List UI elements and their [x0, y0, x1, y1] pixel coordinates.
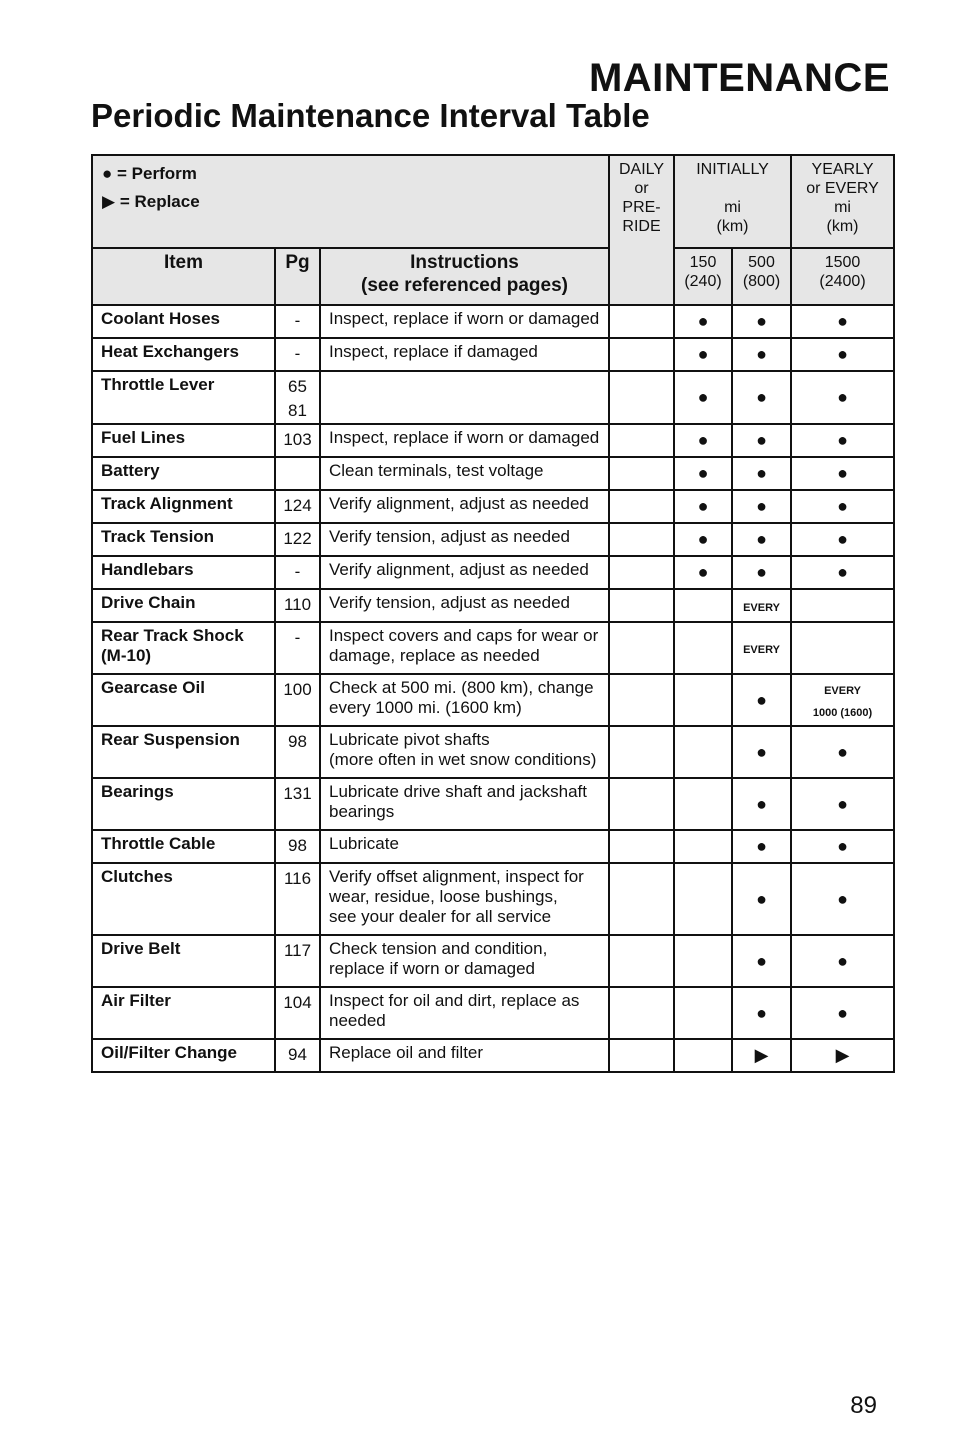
item-cell: Coolant Hoses — [92, 305, 275, 338]
interval-150-mark-cell — [674, 778, 732, 830]
interval-500-mark-cell — [732, 523, 791, 556]
interval-150-header: 150 (240) — [674, 248, 732, 305]
interval-500-mark-cell — [732, 556, 791, 589]
yearly-mark-cell — [791, 556, 894, 589]
daily-mark-cell — [609, 424, 674, 457]
perform-bullet-icon: ● — [697, 311, 709, 331]
instructions-cell: Replace oil and filter — [320, 1039, 609, 1072]
page-ref-cell: 100 — [275, 674, 320, 726]
instructions-cell: Lubricate pivot shafts (more often in wet snow conditions) — [320, 726, 609, 778]
daily-mark-cell — [609, 674, 674, 726]
daily-mark-cell — [609, 987, 674, 1039]
perform-bullet-icon: ● — [697, 344, 709, 364]
table-row — [92, 987, 894, 1039]
perform-bullet-icon: ● — [837, 344, 848, 364]
yearly-mark-cell — [791, 338, 894, 371]
perform-bullet-icon: ● — [756, 1002, 767, 1023]
perform-bullet-icon: ● — [756, 836, 767, 856]
interval-150-mark-cell — [674, 424, 732, 457]
page-ref-cell: 65 81 — [275, 371, 320, 424]
instructions-cell: Verify tension, adjust as needed — [320, 589, 609, 622]
perform-bullet-icon: ● — [697, 463, 709, 483]
yearly-mark-cell — [791, 778, 894, 830]
daily-mark-cell — [609, 457, 674, 490]
perform-bullet-icon: ● — [756, 562, 767, 582]
item-cell: Oil/Filter Change — [92, 1039, 275, 1072]
item-cell: Air Filter — [92, 987, 275, 1039]
perform-bullet-icon: ● — [697, 430, 709, 450]
table-row — [92, 674, 894, 726]
interval-500-mark-cell — [732, 1039, 791, 1072]
legend — [92, 155, 609, 248]
daily-mark-cell — [609, 726, 674, 778]
interval-150-mark-cell — [674, 338, 732, 371]
interval-150-mark-cell — [674, 305, 732, 338]
table-row — [92, 424, 894, 457]
interval-150-mark-cell — [674, 371, 732, 424]
table-row — [92, 1039, 894, 1072]
table-row — [92, 726, 894, 778]
perform-bullet-icon: ● — [756, 888, 767, 909]
interval-500-mark-cell — [732, 935, 791, 987]
item-cell: Heat Exchangers — [92, 338, 275, 371]
perform-bullet-icon: ● — [837, 741, 848, 762]
section-heading: MAINTENANCE — [588, 56, 890, 100]
item-cell: Battery — [92, 457, 275, 490]
table-row — [92, 371, 894, 424]
yearly-mark-cell — [791, 424, 894, 457]
interval-500-mark-cell — [732, 589, 791, 622]
yearly-mark-cell — [791, 987, 894, 1039]
daily-mark-cell — [609, 830, 674, 863]
initially-column-header: INITIALLY mi (km) — [674, 155, 791, 248]
yearly-column-header: YEARLY or EVERY mi (km) — [791, 155, 894, 248]
perform-bullet-icon: ● — [837, 430, 848, 450]
interval-500-mark-cell — [732, 424, 791, 457]
interval-150-mark-cell — [674, 863, 732, 935]
page-ref-cell: 98 — [275, 830, 320, 863]
interval-150-mark-cell — [674, 674, 732, 726]
perform-bullet-icon: ● — [756, 311, 767, 331]
perform-bullet-icon: ● — [837, 496, 848, 516]
perform-bullet-icon: ● — [756, 689, 767, 710]
page-ref-cell: - — [275, 305, 320, 338]
perform-label: = Perform — [117, 164, 197, 183]
item-cell: Rear Track Shock (M-10) — [92, 622, 275, 674]
instructions-cell: Lubricate drive shaft and jackshaft bearings — [320, 778, 609, 830]
page-ref-cell: 104 — [275, 987, 320, 1039]
daily-mark-cell — [609, 1039, 674, 1072]
item-cell: Drive Chain — [92, 589, 275, 622]
perform-bullet-icon: ● — [837, 387, 848, 407]
table-row — [92, 863, 894, 935]
table-row — [92, 556, 894, 589]
table-row — [92, 490, 894, 523]
perform-bullet-icon: ● — [837, 793, 848, 814]
instructions-cell: Verify alignment, adjust as needed — [320, 556, 609, 589]
item-column-header: Item — [92, 248, 275, 305]
perform-bullet-icon: ● — [756, 529, 767, 549]
daily-mark-cell — [609, 371, 674, 424]
item-cell: Throttle Cable — [92, 830, 275, 863]
interval-500-mark-cell — [732, 338, 791, 371]
perform-bullet-icon: ● — [697, 529, 709, 549]
replace-triangle-icon: ▶ — [835, 1045, 850, 1065]
page-ref-cell: - — [275, 622, 320, 674]
perform-bullet-icon: ● — [756, 344, 767, 364]
perform-bullet-icon: ● — [697, 387, 709, 407]
replace-label: = Replace — [119, 192, 200, 211]
pg-column-header: Pg — [275, 248, 320, 305]
item-cell: Fuel Lines — [92, 424, 275, 457]
interval-150-mark-cell — [674, 490, 732, 523]
interval-500-mark-cell — [732, 622, 791, 674]
yearly-mark-cell — [791, 371, 894, 424]
page-title: Periodic Maintenance Interval Table — [91, 97, 650, 134]
daily-mark-cell — [609, 490, 674, 523]
interval-500-mark-cell — [732, 674, 791, 726]
instructions-cell: Inspect covers and caps for wear or damage, replace as needed — [320, 622, 609, 674]
interval-500-header: 500 (800) — [732, 248, 791, 305]
table-row — [92, 589, 894, 622]
page-ref-cell: - — [275, 556, 320, 589]
perform-bullet-icon: ● — [837, 529, 848, 549]
page-ref-cell: 103 — [275, 424, 320, 457]
page-number: 89 — [850, 1392, 877, 1419]
item-cell: Handlebars — [92, 556, 275, 589]
yearly-mark-cell — [791, 490, 894, 523]
instructions-cell — [320, 371, 609, 424]
item-cell: Gearcase Oil — [92, 674, 275, 726]
perform-bullet-icon: ● — [756, 950, 767, 971]
page-ref-cell: 110 — [275, 589, 320, 622]
perform-bullet-icon: ● — [756, 741, 767, 762]
perform-bullet-icon: ● — [837, 836, 848, 856]
table-row — [92, 523, 894, 556]
yearly-mark-cell — [791, 305, 894, 338]
yearly-mark-cell — [791, 523, 894, 556]
item-cell: Throttle Lever — [92, 371, 275, 424]
perform-bullet-icon: ● — [756, 463, 767, 483]
perform-bullet-icon: ● — [756, 430, 767, 450]
page-ref-cell: - — [275, 338, 320, 371]
item-cell: Track Alignment — [92, 490, 275, 523]
perform-bullet-icon: ● — [697, 562, 709, 582]
instructions-cell: Verify tension, adjust as needed — [320, 523, 609, 556]
page-ref-cell: 98 — [275, 726, 320, 778]
instructions-cell: Inspect for oil and dirt, replace as needed — [320, 987, 609, 1039]
page-ref-cell: 131 — [275, 778, 320, 830]
table-row — [92, 457, 894, 490]
interval-500-mark-cell — [732, 830, 791, 863]
instructions-cell: Lubricate — [320, 830, 609, 863]
page-ref-cell: 122 — [275, 523, 320, 556]
instructions-column-header: Instructions (see referenced pages) — [320, 248, 609, 305]
daily-mark-cell — [609, 589, 674, 622]
table-row — [92, 935, 894, 987]
item-cell: Track Tension — [92, 523, 275, 556]
item-cell: Rear Suspension — [92, 726, 275, 778]
replace-triangle-icon: ▶ — [754, 1045, 769, 1065]
perform-bullet-icon: ● — [837, 1002, 848, 1023]
item-cell: Bearings — [92, 778, 275, 830]
page-ref-cell: 116 — [275, 863, 320, 935]
interval-150-mark-cell — [674, 726, 732, 778]
daily-mark-cell — [609, 305, 674, 338]
interval-150-mark-cell — [674, 1039, 732, 1072]
interval-150-mark-cell — [674, 457, 732, 490]
table-row — [92, 830, 894, 863]
daily-mark-cell — [609, 622, 674, 674]
instructions-cell: Check at 500 mi. (800 km), change every 1000 mi. (1600 km) — [320, 674, 609, 726]
instructions-cell: Check tension and condition, replace if worn or damaged — [320, 935, 609, 987]
every-label: EVERY 1000 (1600) — [812, 685, 873, 719]
yearly-mark-cell — [791, 589, 894, 622]
subheader-row — [92, 248, 894, 305]
perform-bullet-icon: ● — [697, 496, 709, 516]
interval-500-mark-cell — [732, 987, 791, 1039]
maintenance-table — [91, 154, 895, 1073]
interval-500-mark-cell — [732, 457, 791, 490]
perform-bullet-icon: ● — [756, 793, 767, 814]
interval-150-mark-cell — [674, 622, 732, 674]
page-ref-cell: 94 — [275, 1039, 320, 1072]
interval-500-mark-cell — [732, 371, 791, 424]
yearly-mark-cell — [791, 726, 894, 778]
instructions-cell: Inspect, replace if worn or damaged — [320, 305, 609, 338]
interval-500-mark-cell — [732, 305, 791, 338]
perform-bullet-icon: ● — [837, 950, 848, 971]
interval-500-mark-cell — [732, 863, 791, 935]
instructions-cell: Clean terminals, test voltage — [320, 457, 609, 490]
page-ref-cell — [275, 457, 320, 490]
page-ref-cell: 117 — [275, 935, 320, 987]
perform-bullet-icon: ● — [837, 311, 848, 331]
interval-500-mark-cell — [732, 490, 791, 523]
daily-mark-cell — [609, 556, 674, 589]
daily-mark-cell — [609, 935, 674, 987]
table-row — [92, 778, 894, 830]
replace-triangle-icon: ▶ — [102, 192, 116, 211]
perform-bullet-icon: ● — [837, 562, 848, 582]
instructions-cell: Inspect, replace if damaged — [320, 338, 609, 371]
interval-150-mark-cell — [674, 523, 732, 556]
table-row — [92, 622, 894, 674]
daily-mark-cell — [609, 523, 674, 556]
table-row — [92, 338, 894, 371]
daily-mark-cell — [609, 778, 674, 830]
daily-mark-cell — [609, 863, 674, 935]
yearly-mark-cell — [791, 935, 894, 987]
item-cell: Drive Belt — [92, 935, 275, 987]
every-label: EVERY — [743, 601, 780, 614]
yearly-mark-cell — [791, 622, 894, 674]
perform-bullet-icon: ● — [837, 463, 848, 483]
every-label: EVERY — [743, 644, 780, 656]
interval-500-mark-cell — [732, 778, 791, 830]
daily-column-header: DAILY or PRE- RIDE — [609, 155, 674, 305]
page-ref-cell: 124 — [275, 490, 320, 523]
interval-150-mark-cell — [674, 589, 732, 622]
interval-150-mark-cell — [674, 935, 732, 987]
instructions-cell: Verify alignment, adjust as needed — [320, 490, 609, 523]
interval-500-mark-cell — [732, 726, 791, 778]
interval-150-mark-cell — [674, 987, 732, 1039]
yearly-mark-cell — [791, 1039, 894, 1072]
yearly-mark-cell — [791, 457, 894, 490]
yearly-mark-cell — [791, 863, 894, 935]
interval-1500-header: 1500 (2400) — [791, 248, 894, 305]
legend-row — [92, 155, 894, 248]
interval-150-mark-cell — [674, 556, 732, 589]
item-cell: Clutches — [92, 863, 275, 935]
perform-bullet-icon: ● — [837, 888, 848, 909]
perform-bullet-icon: ● — [102, 164, 113, 183]
table-row — [92, 305, 894, 338]
perform-bullet-icon: ● — [756, 496, 767, 516]
yearly-mark-cell — [791, 830, 894, 863]
instructions-cell: Verify offset alignment, inspect for wear, residue, loose bushings, see your dealer for all service — [320, 863, 609, 935]
perform-bullet-icon: ● — [756, 387, 767, 407]
daily-mark-cell — [609, 338, 674, 371]
yearly-mark-cell — [791, 674, 894, 726]
interval-150-mark-cell — [674, 830, 732, 863]
instructions-cell: Inspect, replace if worn or damaged — [320, 424, 609, 457]
